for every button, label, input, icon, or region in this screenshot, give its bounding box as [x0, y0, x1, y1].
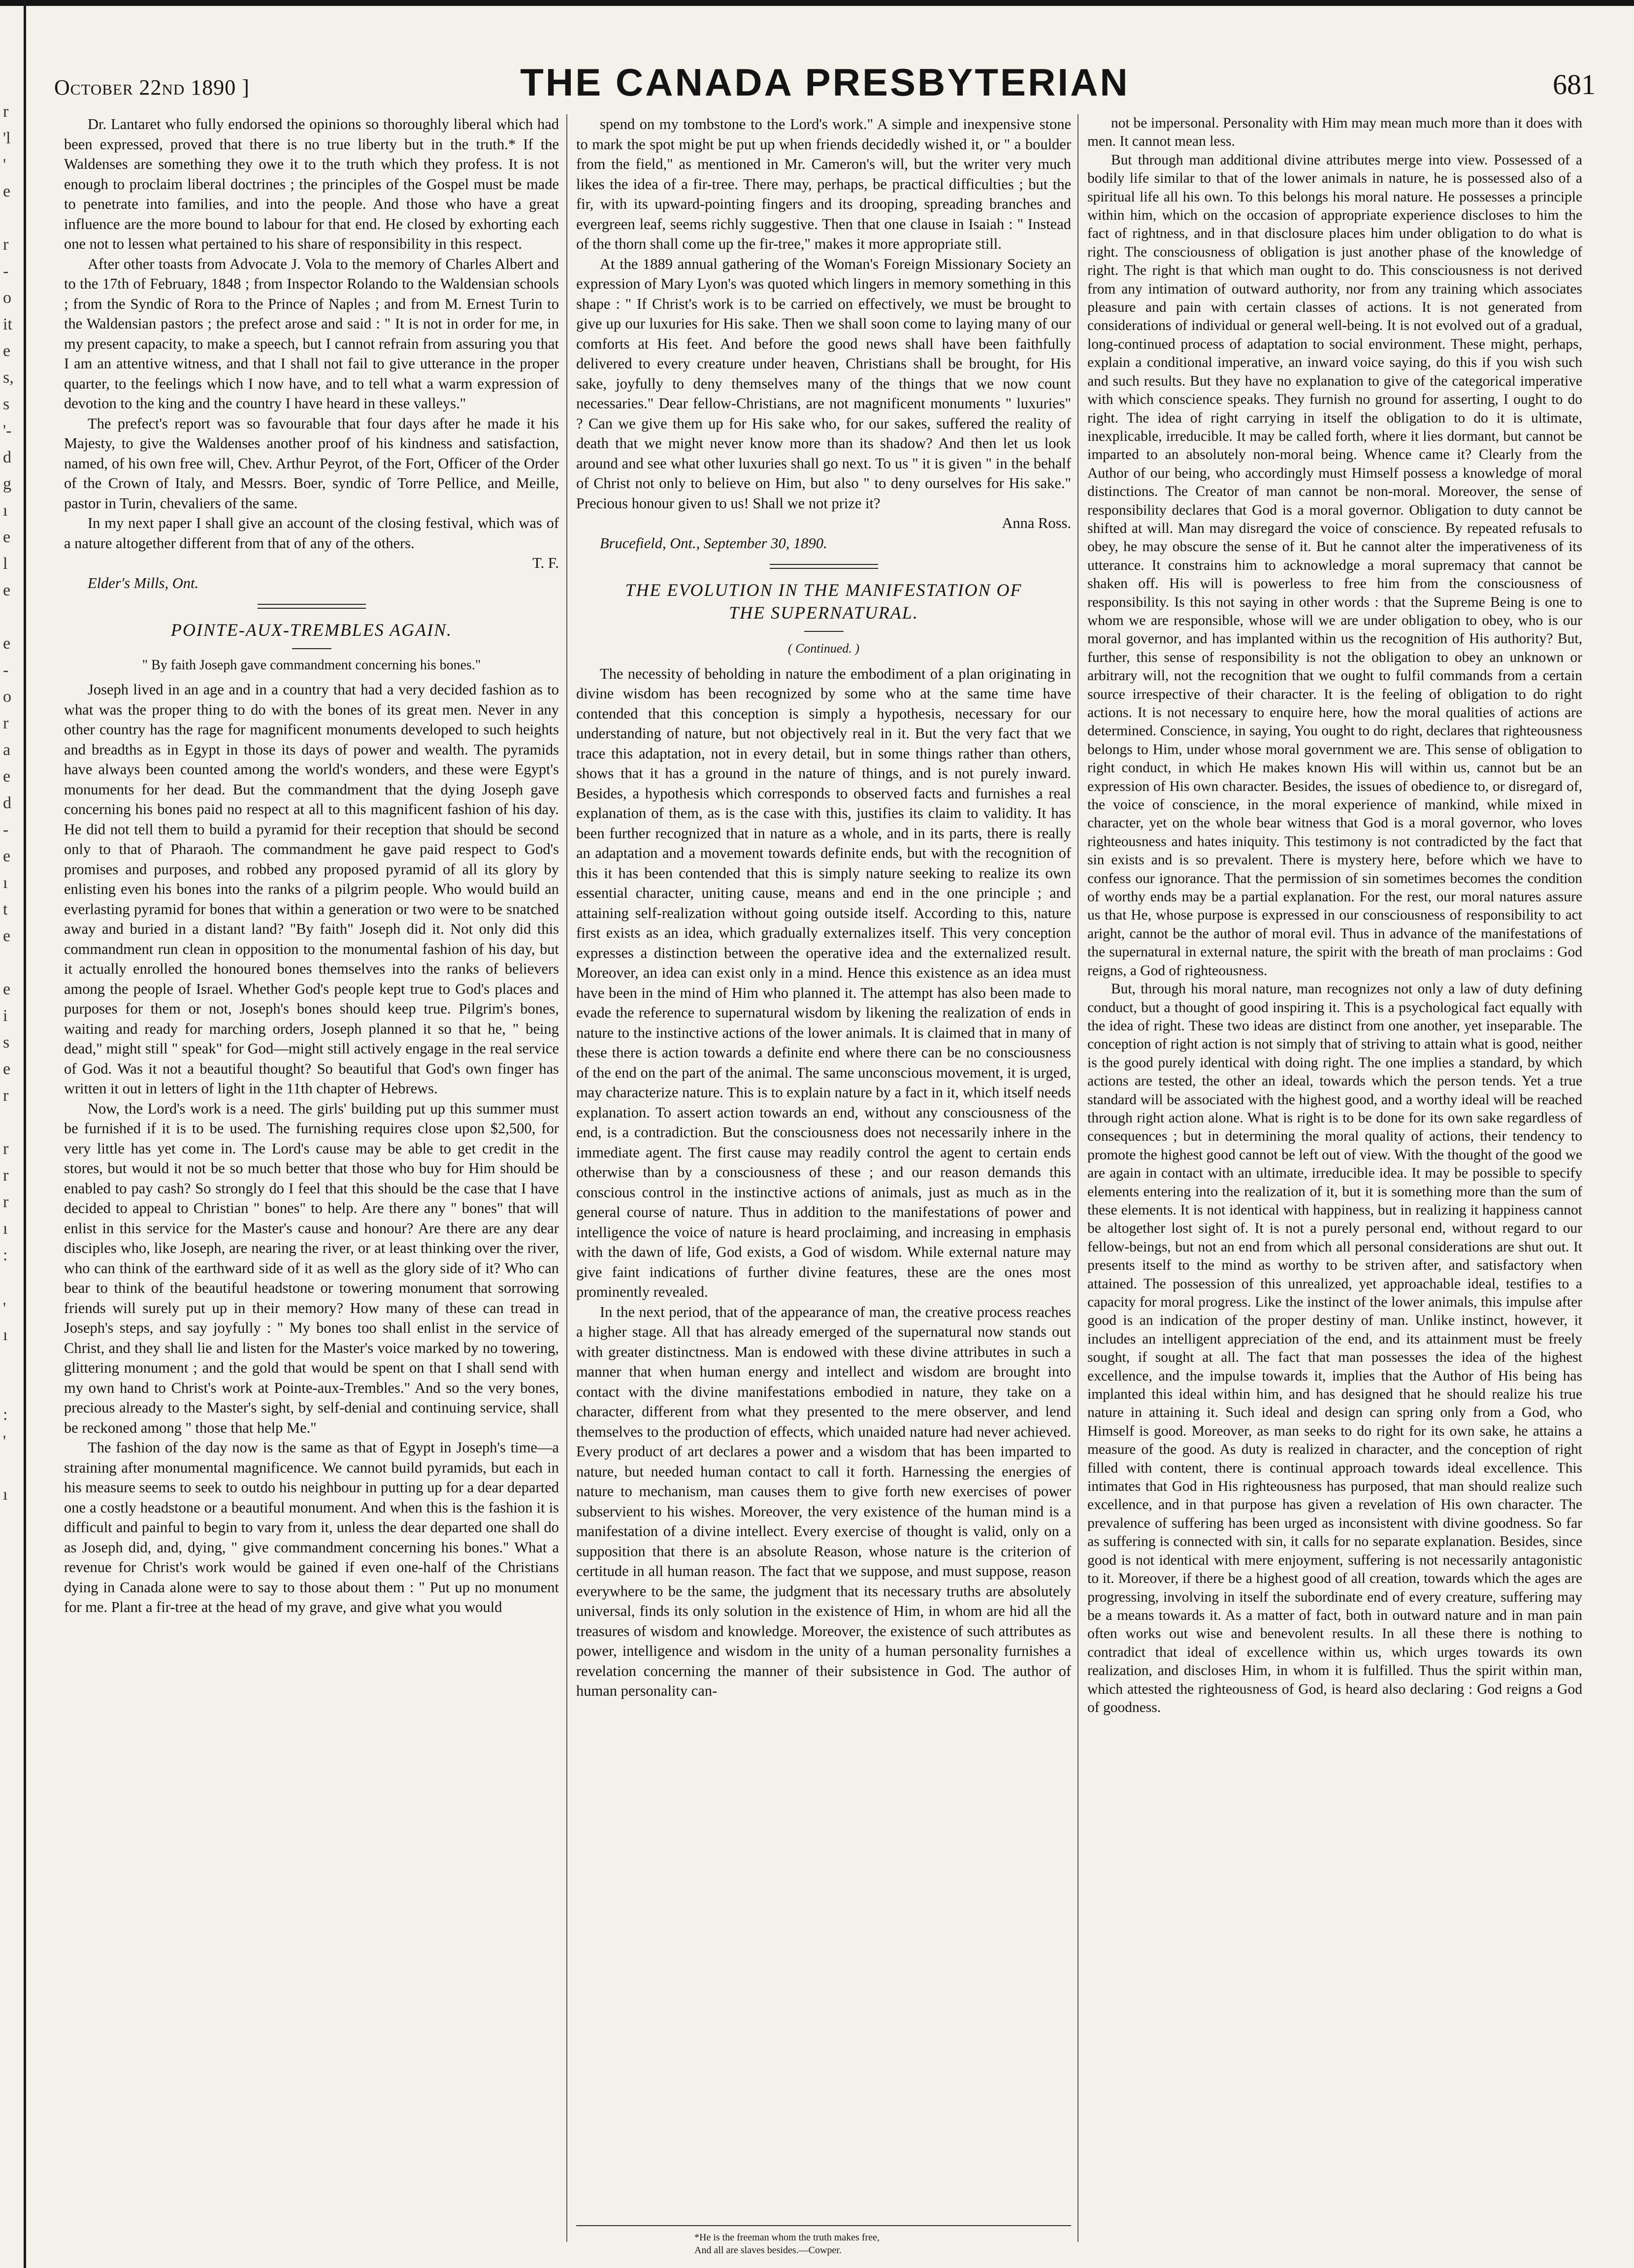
article-separator	[258, 604, 366, 609]
margin-fragment: i	[3, 1007, 8, 1025]
margin-fragment: s	[3, 1033, 10, 1052]
margin-fragment: e	[3, 1060, 11, 1078]
margin-fragment: -	[3, 821, 9, 839]
margin-fragment: r	[3, 1086, 9, 1105]
column-3-text	[1087, 114, 1582, 1717]
margin-fragment: s,	[3, 368, 14, 387]
paragraph: The fashion of the day now is the same as that of Egypt in Joseph's time—a straining after monumental magnificence. We cannot build pyramids, but each in his measure seems to seek to outdo his neighbour in putting up for a dear departed one a costly headstone or a beautiful monument. And when this is the fashion it is difficult and painful to begin to vary from it, unless the dear departed one shall do as Joseph did, and, dying, " give commandment concerning his bones." What a revenue for Christ's work would be gained if even one-half of the Christians dying in Canada alone were to say to those about them : " Put up no monument for me. Plant a fir-tree at the head of my grave, and give what you would	[64, 1439, 559, 1615]
margin-fragment	[3, 1508, 23, 1535]
margin-fragment	[3, 1269, 23, 1295]
masthead-title: THE CANADA PRESBYTERIAN	[520, 61, 1130, 104]
margin-fragment	[3, 1348, 23, 1375]
margin-fragment	[3, 205, 23, 231]
footnote-line: *He is the freeman whom the truth makes free,	[694, 2232, 880, 2243]
margin-fragment: ı	[3, 1219, 8, 1238]
margin-fragment	[3, 604, 23, 630]
margin-fragment: it	[3, 315, 12, 333]
margin-fragment: r	[3, 235, 9, 254]
margin-fragment: '	[3, 156, 6, 174]
short-rule	[804, 631, 844, 632]
footnote-line: And all are slaves besides.—Cowper.	[694, 2245, 842, 2256]
margin-fragment	[3, 1375, 23, 1402]
margin-fragment	[3, 1535, 23, 1561]
margin-fragment: l	[3, 555, 8, 573]
margin-fragment: r	[3, 714, 9, 732]
paragraph: But through man additional divine attributes merge into view. Possessed of a bodily life similar to that of the lower animals in nature, he is possessed also of a spiritual life all his own. To this belongs his moral nature. He possesses a principle within him, which on the occasion of appropriate experience discloses to him the fact of rightness, and in that disclosure places him under obligation to do what is right. The consciousness of obligation is just another phase of the knowledge of right. The right is that which man ought to do. This consciousness is not derived from any intimation of outward authority, nor from any training which associates pleasure and pain with certain classes of actions. It is not generated from considerations of individual or general well-being. It is not evolved out of a gradual, long-continued process of adaptation to social environment. These might, perhaps, explain a conditional imperative, an inward voice saying, do this if you wish such and such results. But they have no explanation to give of the categorical imperative with which conscience speaks. They furnish no ground for asserting, I ought to do right. The idea of right carrying in itself the obligation to do it is ultimate, inexplicable, irreducible. It may be called forth, where it lies dormant, but cannot be imparted to an absolutely non-moral being. Whence came it? Clearly from the Author of our being, who accordingly must Himself possess a knowledge of moral distinctions. The Creator of man cannot be non-moral. Moreover, the sense of responsibility declares that God is a moral governor. Obligation to duty cannot be shifted at will. Man may disregard the voice of conscience. By repeated refusals to obey, he may obscure the sense of it. But he cannot alter the imperativeness of its utterance. It constrains him to acknowledge a moral supremacy that cannot be shaken off. His will is powerless to free him from the consciousness of responsibility. Is this not saying in other words : that the Supreme Being is one to whom we are responsible, whose will we are under obligation to obey, who is our moral governor, and has implanted within us the recognition of His authority? But, further, this sense of responsibility is not the obligation to obey an unknown or arbitrary will, not the recognition that we ought to fulfil commands from a certain source irrespective of their character. It is the feeling of obligation to do right actions. It is not necessary to enquire here, how the moral qualities of actions are determined. Conscience, in saying, You ought to do right, declares that righteousness belongs to Him, under whose moral government we are. This sense of obligation to right conduct, in which He makes known His will within us, cannot but be an expression of His own character. Besides, the issues of obedience to, or disregard of, the voice of conscience, in the moral experience of mankind, while mixed in character, yet on the whole bear witness that God is a moral governor, who loves righteousness and hates iniquity. This testimony is not contradicted by the fact that sin exists and is so prevalent. There is mystery here, before which we have to confess our ignorance. That the permission of sin sometimes becomes the condition of worthy ends may be a partial explanation. For the rest, our moral natures assure us that He, whose purpose is expressed in our consciousness of responsibility to act aright, cannot be the author of moral evil. Thus in advance of the manifestations of the supernatural in external nature, the spirit with the breath of man proclaims : God reigns, a God of righteousness.	[1087, 152, 1582, 979]
article-headline	[576, 579, 1071, 624]
margin-fragment: r	[3, 1193, 9, 1211]
article-headline: POINTE-AUX-TREMBLES AGAIN.	[170, 620, 453, 640]
margin-fragment: ı	[3, 1326, 8, 1344]
margin-fragment: :	[3, 1406, 8, 1424]
page-number: 681	[1553, 68, 1596, 100]
margin-fragment: ı	[3, 501, 8, 520]
margin-fragment: e	[3, 980, 11, 998]
margin-fragment: ı	[3, 874, 8, 892]
margin-fragment: e	[3, 581, 11, 599]
continued-label: ( Continued. )	[787, 641, 860, 656]
margin-fragment: 'l	[3, 129, 11, 147]
margin-fragment: -	[3, 661, 9, 679]
margin-fragment: t	[3, 900, 8, 919]
column-1	[64, 114, 559, 2237]
margin-fragment: e	[3, 767, 11, 786]
margin-fragment: e	[3, 528, 11, 546]
paragraph: spend on my tombstone to the Lord's work." A simple and inexpensive stone to mark the spot might be put up when friends decidedly wished it, or " a boulder from the field," as mentioned in Mr. Cameron's will, but the writer very much likes the idea of a fir-tree. There may, perhaps, be practical difficulties ; but the fir, with its upward-pointing fingers and its drooping, spreading branches and evergreen leaf, seems richly suggestive. Then that one clause in Isaiah : " Instead of the thorn shall come up the fir-tree," makes it more appropriate still.	[576, 116, 1071, 252]
paragraph: In my next paper I shall give an account of the closing festival, which was of a nature altogether different from that of any of the others.	[64, 515, 559, 552]
paragraph: At the 1889 annual gathering of the Woman's Foreign Missionary Society an expression of Mary Lyon's was quoted which lingers in memory something in this shape : " If Christ's work is to be carried on effectively, we must be brought to give up our luxuries for His sake. Then we shall soon come to laying many of our comforts at His feet. And before the good news shall have been faithfully delivered to every creature under heaven, Christians shall be brought, for His sake, joyfully to deny themselves many of the things that we now count necessaries." Dear fellow-Christians, are not magnificent monuments " luxuries" ? Can we give them up for His sake who, for our sakes, suffered the reality of death that we might never know more than its shadow? And then let us look around and see what other luxuries shall go next. To us " it is given " in the behalf of Christ not only to believe on Him, but also " to deny ourselves for His sake." Precious honour given to us! Shall we not prize it?	[576, 255, 1071, 512]
margin-fragment: -	[3, 262, 9, 280]
margin-fragment: g	[3, 475, 11, 493]
margin-fragment: r	[3, 102, 9, 121]
margin-fragment	[3, 1109, 23, 1136]
margin-fragment: d	[3, 794, 11, 812]
page-header	[49, 55, 1601, 109]
margin-fragment: '	[3, 1299, 6, 1317]
paragraph: But, through his moral nature, man recognizes not only a law of duty defining conduct, but a thought of good inspiring it. This is a psychological fact equally with the idea of right. These two ideas are distinct from one another, yet inseparable. The conception of right action is not simply that of striving to attain what is good, neither is the good purely identical with doing right. The one implies a standard, by which actions are tested, the other an ideal, towards which the person tends. Yet a true standard will be associated with the highest good, and a worthy ideal will be reached through right action alone. What is right is to be done for its own sake regardless of consequences ; but in determining the moral quality of actions, their tendency to promote the highest good cannot be left out of view. With the thought of the good we are again in contact with an ultimate, irreducible idea. It may be possible to specify elements entering into the realization of it, but it is something more than the sum of these elements. It is not identical with happiness, but in realizing it happiness cannot be altogether lost sight of. It is not a purely personal end, without regard to our fellow-beings, but not an end from which all personal considerations are shut out. It presents itself to the mind as worthy to be striven after, and satisfactory when attained. The possession of this unrealized, yet approachable ideal, testifies to a capacity for moral progress. Like the instinct of the lower animals, this impulse after good is an indication of the proper destiny of man. Unlike instinct, however, it includes an intelligent appreciation of the end, and its attainment must be freely sought, if sought at all. The fact that man possesses the idea of the highest excellence, and the impulse towards it, implies that the Author of His being has implanted this ideal within him, and has designed that he should realize his true nature in attaining it. Such ideal and design can spring only from a God, who Himself is good. Moreover, as man seeks to do right for its own sake, he attains a measure of the good. As duty is realized in character, and the conception of right filled with content, there is continual approach towards ideal excellence. This intimates that God in His righteousness has purposed, that man should realize such excellence, and in that purpose has given a revelation of His own character. The prevalence of suffering has been urged as inconsistent with divine goodness. So far as suffering is connected with sin, it calls for no separate explanation. Besides, since good is not identical with mere enjoyment, suffering is not necessarily antagonistic to it. Moreover, if there be a highest good of all creation, towards which the ages are progressing, involving in itself the subordinate end of every creature, suffering may be a means towards it. As a matter of fact, both in outward nature and in man pain often works out wise and benevolent results. In all these there is nothing to contradict that ideal of excellence within us, which urges towards its own realization, and discloses Him, in whom it is fulfilled. Thus the spirit within man, which attested the righteousness of God, is heard also declaring : God reigns a God of goodness.	[1087, 981, 1582, 1715]
author-signature: Anna Ross.	[1002, 515, 1071, 531]
margin-fragment: ı	[3, 1485, 8, 1504]
margin-fragment: e	[3, 927, 11, 945]
margin-fragment: e	[3, 182, 11, 200]
paragraph: The necessity of beholding in nature the embodiment of a plan originating in divine wisdom has been recognized by some who at the same time have contended that this conception is simply a hypothesis, necessary for our understanding of nature, but not objectively real in it. But the very fact that we trace this adaptation, not in every detail, but in some things rather than others, shows that it has a ground in the nature of things, and is not purely inward. Besides, a hypothesis which corresponds to observed facts and furnishes a real explanation of them, as is the case with this, justifies its claim to validity. It has been further recognized that in nature as a whole, and in its parts, there is really an adaptation and a movement towards definite ends, but with the recognition of this it has been contended that this is simply nature seeking to realize its own essential character, uniting cause, means and end in the one principle ; and attaining self-realization without going outside itself. According to this, nature first exists as an idea, which gradually externalizes itself. This very conception expresses a distinction between the operative idea and the externalized result. Moreover, an idea can exist only in a mind. Hence this existence as an idea must have been in the mind of Him who planned it. The attempt has also been made to evade the reference to supernatural wisdom by likening the realization of ends in nature to the instinctive actions of the lower animals. It is claimed that in many of these there is action towards a definite end where there can be no consciousness of the end on the part of the animal. The same unconscious movement, it is urged, may characterize nature. This is to explain nature by a fact in it, which itself needs explanation. To assert action towards an end, without any consciousness of the end, is a contradiction. But the consciousness does not necessarily inhere in the immediate agent. The first cause may readily control the agent to certain ends otherwise than by a consciousness of these ; and our reason demands this conscious control in the instinctive actions of animals, just as much as in the general course of nature. Thus in addition to the manifestations of power and intelligence the voice of nature is heard proclaiming, and increasing in emphasis with the dawn of life, God exists, a God of wisdom. While external nature may give faint indications of further divine features, these are the ones most prominently revealed.	[576, 665, 1071, 1300]
author-signature: T. F.	[532, 555, 559, 571]
margin-fragment: a	[3, 741, 11, 759]
margin-fragment: r	[3, 1166, 9, 1184]
headline-line-1: THE EVOLUTION IN THE MANIFESTATION OF	[625, 580, 1022, 600]
short-rule	[292, 648, 331, 649]
paragraph: In the next period, that of the appearance of man, the creative process reaches a higher stage. All that has already emerged of the supernatural now stands out with greater distinctness. Man is endowed with these divine attributes in such a manner that when human energy and intellect and wisdom are brought into contact with the divine manifestations embodied in nature, they take on a character, different from what they presented to the mere observer, and lend themselves to the production of effects, which unaided nature had never achieved. Every product of art declares a power and a wisdom that has been imparted to nature, but needed human contact to call it forth. Harnessing the energies of nature to mechanism, man causes them to give forth new exercises of power subservient to his wishes. Moreover, the very existence of the human mind is a manifestation of a divine intellect. Every exercise of thought is valid, only on a supposition that there is an absolute Reason, whose nature is the criterion of certitude in all human reason. The fact that we suppose, and must suppose, reason everywhere to be the same, the judgment that its necessary truths are absolutely universal, finds its only solution in the existence of Him, in whom are hid all the treasures of wisdom and knowledge. Moreover, the existence of such attributes as power, intelligence and wisdom in the unity of a human personality furnishes a revelation concerning the manner of their subsistence in God. The author of human personality can-	[576, 1303, 1071, 1699]
paragraph: After other toasts from Advocate J. Vola to the memory of Charles Albert and to the 17th of February, 1848 ; from Inspector Rolando to the Waldensian schools ; from the Syndic of Rora to the Prince of Naples ; and from M. Ernest Turin to the Waldensian pastors ; the prefect arose and said : " It is not in order for me, in my present capacity, to make a speech, but I cannot refrain from assuring you that I am an attentive witness, and that I shall not fail to give utterance in the proper quarter, to the feelings which I now have, and to tell what a warm expression of devotion to the king and the country I have heard in these valleys."	[64, 255, 559, 412]
margin-fragment: '	[3, 1432, 6, 1450]
headline-line-2: THE SUPERNATURAL.	[729, 603, 918, 623]
dateline: Elder's Mills, Ont.	[88, 574, 199, 592]
top-rule	[0, 0, 1634, 6]
column-3	[1087, 114, 1582, 2237]
margin-fragment: s	[3, 395, 10, 413]
column-2	[576, 114, 1071, 2237]
margin-fragment: o	[3, 688, 11, 706]
margin-fragment: r	[3, 1140, 9, 1158]
column-divider	[566, 114, 567, 2242]
margin-fragment: o	[3, 289, 11, 307]
margin-fragment: e	[3, 342, 11, 360]
dateline: Brucefield, Ont., September 30, 1890.	[600, 534, 827, 552]
issue-date: October 22nd 1890 ]	[54, 75, 250, 99]
margin-fragment: e	[3, 634, 11, 653]
paragraph: Now, the Lord's work is a need. The girls' building put up this summer must be furnished if it is to be used. The furnishing requires close upon $2,500, for very little has yet come in. The Lord's cause may be able to get credit in the stores, but would it not be so much better that those who buy for Him should be enabled to pay cash? So strongly do I feel that this should be the case that I have decided to appeal to Christian " bones" to help. Are there any " bones" that will enlist in this service for the Master's cause and honour? Are there are any dear disciples who, like Joseph, are nearing the river, or at least thinking over the river, who can think of the earthward side of it as well as the glory side of it? Who can bear to think of the beautiful headstone or towering monument that sorrowing friends will surely put up in their memory? How many of these can tread in Joseph's steps, and say joyfully : " My bones too shall enlist in the service of Christ, and they shall lie and listen for the Master's voice marked by no towering, glittering monument ; and the gold that would be spent on that I shall send with my own hand to Christ's work at Pointe-aux-Trembles." And so the very bones, precious already to the Master's sight, by self-denial and continuing service, shall be reckoned among " those that help Me."	[64, 1100, 559, 1436]
paragraph: not be impersonal. Personality with Him may mean much more than it does with men. It cannot mean less.	[1087, 115, 1582, 150]
margin-fragment: '-	[3, 422, 12, 440]
margin-fragments	[3, 99, 23, 1561]
margin-fragment	[3, 950, 23, 976]
paragraph: Joseph lived in an age and in a country that had a very decided fashion as to what was the proper thing to do with the bones of its great men. Never in any other country has the rage for magnificent monuments developed to such heights and breadths as in Egypt in those its days of power and wealth. The pyramids have always been counted among the world's wonders, and these were Egypt's monuments for her dead. But the commandment that the dying Joseph gave concerning his bones paid no respect at all to this magnificent fashion of his day. He did not tell them to build a pyramid for their reception that should be second only to that of Pharaoh. The commandment he gave paid respect to God's promises and purposes, and robbed any proposed pyramid of all its glory by enlisting even his bones into the ranks of a pilgrim people. Who would build an everlasting pyramid for bones that within a generation or two were to be snatched away and buried in a distant land? "By faith" Joseph did it. Not only did this commandment run clean in opposition to the monumental fashion of his day, but it actually enrolled the honoured bones themselves into the ranks of believers among the people of Israel. Whether God's people kept true to God's places and purposes for them or not, Joseph's bones should keep true. Pilgrim's bones, waiting and ready for marching orders, Joseph planned it so that he, " being dead," might still " speak" for God—might still actively engage in the real service of God. Was it not a beautiful thought? So beautiful that God's own finger has written it out in letters of light in the 11th chapter of Hebrews.	[64, 681, 559, 1097]
margin-fragment: :	[3, 1246, 8, 1264]
paragraph: Dr. Lantaret who fully endorsed the opinions so thoroughly liberal which had been expressed, proved that there is no true liberty but in the truth.* If the Waldenses are something they owe it to the truth which they profess. It is not enough to proclaim liberal doctrines ; the principles of the Gospel must be made to penetrate into families, and into the people. And those who have a great influence are the more bound to labour for that end. He closed by exhorting each one not to lessen what pertained to his share of responsibility in this respect.	[64, 116, 559, 252]
margin-fragment: d	[3, 448, 11, 466]
margin-fragment	[3, 1455, 23, 1481]
binding-edge	[24, 0, 26, 2268]
footnote	[576, 2225, 1071, 2257]
article-separator	[770, 564, 878, 569]
paragraph: The prefect's report was so favourable that four days after he made it his Majesty, to give the Waldenses another proof of his kindness and satisfaction, named, of his own free will, Chev. Arthur Peyrot, of the Fort, Officer of the Order of the Crown of Italy, and Messrs. Boer, syndic of Torre Pellice, and Meille, pastor in Turin, chevaliers of the same.	[64, 415, 559, 512]
margin-fragment: e	[3, 847, 11, 865]
epigraph: " By faith Joseph gave commandment concerning his bones."	[142, 657, 481, 673]
